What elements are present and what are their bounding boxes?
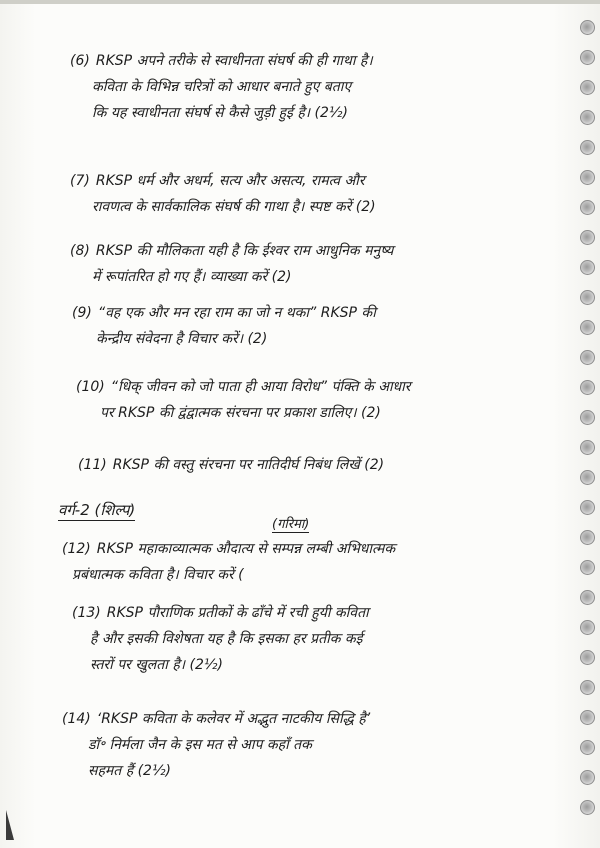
question-line: में रूपांतरित हो गए हैं। व्याख्या करें (2)	[92, 269, 292, 285]
question-number: (6)	[70, 53, 90, 69]
question-number: (14)	[62, 711, 91, 727]
question-line: ‘RKSP कविता के कलेवर में अद्भुत नाटकीय सिद्धि है’	[96, 711, 371, 727]
question-line: केन्द्रीय संवेदना है विचार करें। (2)	[96, 331, 268, 347]
question-line: RKSP महाकाव्यात्मक औदात्य से सम्पन्न लम्बी अभिधात्मक	[96, 541, 396, 557]
question-13	[72, 600, 369, 678]
question-line: RKSP धर्म और अधर्म, सत्य और असत्य, रामत्व और	[95, 173, 365, 189]
question-10	[76, 374, 410, 426]
question-line: कविता के विभिन्न चरित्रों को आधार बनाते हुए बताए	[92, 79, 352, 95]
question-line: है और इसकी विशेषता यह है कि इसका हर प्रतीक कई	[90, 631, 363, 647]
question-12	[62, 536, 395, 588]
question-8	[70, 238, 393, 290]
question-6	[70, 48, 373, 126]
question-line: रावणत्व के सार्वकालिक संघर्ष की गाथा है। स्पष्ट करें (2)	[92, 199, 376, 215]
question-number: (10)	[76, 379, 105, 395]
question-line: सहमत हैं (2½)	[88, 763, 171, 779]
question-11	[78, 452, 384, 478]
question-9	[72, 300, 376, 352]
question-line: “धिक् जीवन को जो पाता ही आया विरोध” पंक्ति के आधार	[110, 379, 411, 395]
question-number: (9)	[72, 305, 92, 321]
question-line: RKSP की मौलिकता यही है कि ईश्वर राम आधुनिक मनुष्य	[95, 243, 394, 259]
question-line: RKSP की वस्तु संरचना पर नातिदीर्घ निबंध लिखें (2)	[112, 457, 385, 473]
question-14	[62, 706, 370, 784]
question-line: स्तरों पर खुलता है। (2½)	[90, 657, 223, 673]
question-number: (8)	[70, 243, 90, 259]
question-line: प्रबंधात्मक कविता है। विचार करें (	[72, 567, 244, 583]
question-number: (13)	[72, 605, 101, 621]
question-line: डॉ॰ निर्मला जैन के इस मत से आप कहाँ तक	[88, 737, 312, 753]
question-line: RKSP अपने तरीके से स्वाधीनता संघर्ष की ही गाथा है।	[95, 53, 373, 69]
question-number: (7)	[70, 173, 90, 189]
question-number: (11)	[78, 457, 107, 473]
question-line: पर RKSP की द्वंद्वात्मक संरचना पर प्रकाश डालिए। (2)	[100, 405, 381, 421]
section-heading: वर्ग-2 (शिल्प)	[58, 501, 136, 519]
question-number: (12)	[62, 541, 91, 557]
question-7	[70, 168, 376, 220]
question-line: RKSP पौराणिक प्रतीकों के ढाँचे में रची हुयी कविता	[106, 605, 369, 621]
question-line: कि यह स्वाधीनता संघर्ष से कैसे जुड़ी हुई है। (2½)	[92, 105, 348, 121]
annotation-garima: (गरिमा)	[272, 514, 309, 533]
question-line: “वह एक और मन रहा राम का जो न थका” RKSP की	[97, 305, 376, 321]
